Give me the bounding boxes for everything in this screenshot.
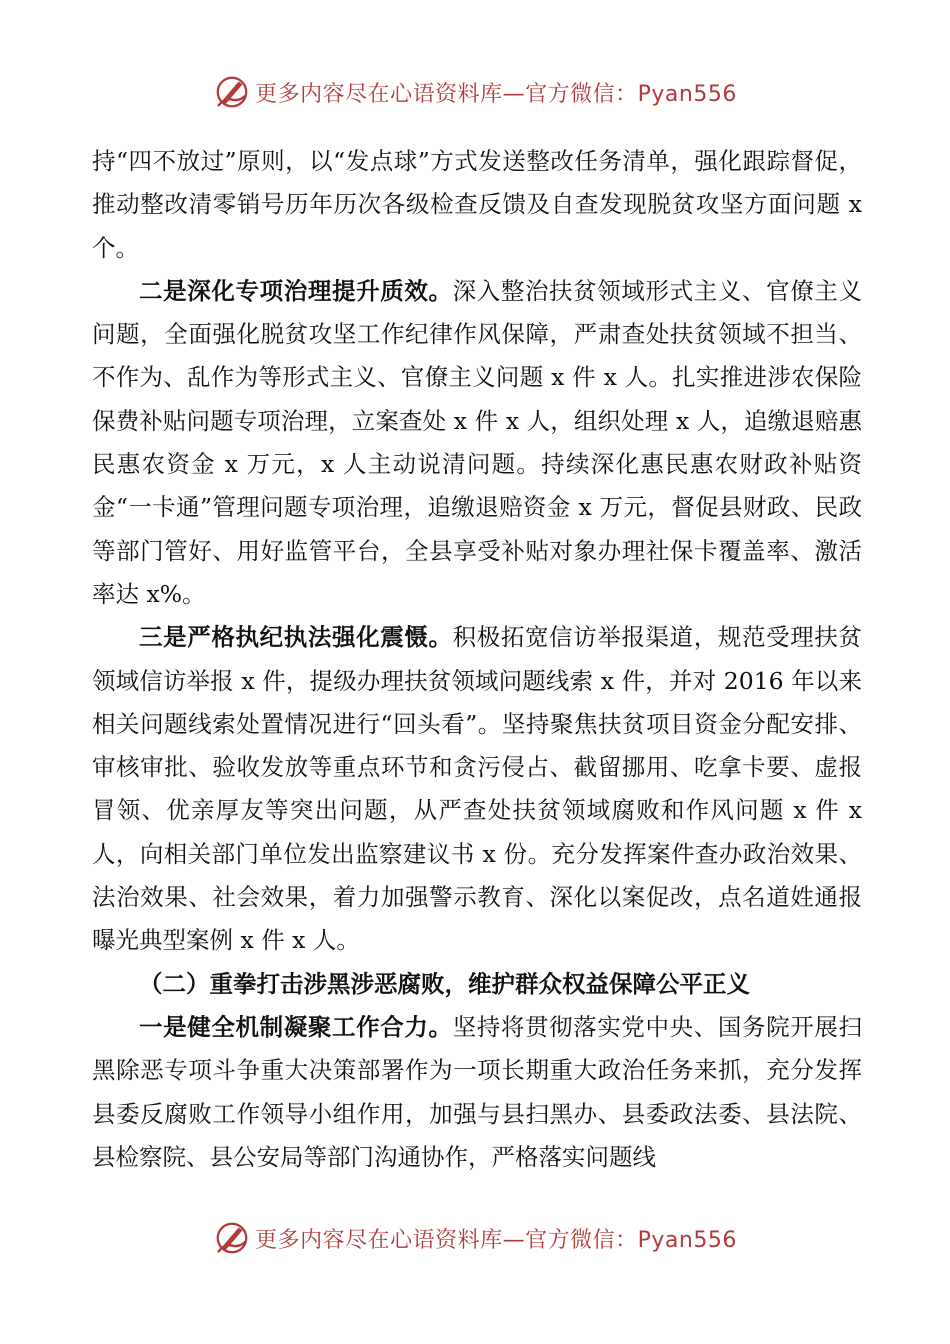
paragraph-continued <box>92 140 862 270</box>
paragraph-lead: 一是健全机制凝聚工作合力。 <box>139 1012 453 1041</box>
paragraph-text: 持“四不放过”原则，以“发点球”方式发送整改任务清单，强化跟踪督促，推动整改清零销号历年历次各级检查反馈及自查发现脱贫攻坚方面问题 x 个。 <box>92 147 862 262</box>
paragraph-item-2 <box>92 270 862 616</box>
section-heading: （二）重拳打击涉黑涉恶腐败，维护群众权益保障公平正义 <box>139 969 750 998</box>
footer-banner <box>0 1216 950 1260</box>
pen-logo-icon <box>213 1219 251 1257</box>
document-body <box>92 140 862 1179</box>
banner-text: 更多内容尽在心语资料库—官方微信：Pyan556 <box>255 1227 737 1253</box>
header-banner <box>0 70 950 114</box>
pen-logo-icon <box>213 73 251 111</box>
paragraph-item-1 <box>92 1006 862 1179</box>
paragraph-text: 积极拓宽信访举报渠道，规范受理扶贫领域信访举报 x 件，提级办理扶贫领域问题线索 x 件，并对 2016 年以来相关问题线索处置情况进行“回头看”。坚持聚焦扶贫项目资金分配安排、审核审批、验收发放等重点环节和贪污侵占、截留挪用、吃拿卡要、虚报冒领、优亲厚友等突出问题，从严查处扶贫领域腐败和作风问题 x 件 x 人，向相关部门单位发出监察建议书 x 份。充分发挥案件查办政治效果、法治效果、社会效果，着力加强警示教育、深化以案促改，点名道姓通报曝光典型案例 x 件 x 人。 <box>92 623 863 955</box>
paragraph-text: 深入整治扶贫领域形式主义、官僚主义问题，全面强化脱贫攻坚工作纪律作风保障，严肃查处扶贫领域不担当、不作为、乱作为等形式主义、官僚主义问题 x 件 x 人。扎实推进涉农保险保费补贴问题专项治理，立案查处 x 件 x 人，组织处理 x 人，追缴退赔惠民惠农资金 x 万元，x 人主动说清问题。持续深化惠民惠农财政补贴资金“一卡通”管理问题专项治理，追缴退赔资金 x 万元，督促县财政、民政等部门管好、用好监管平台，全县享受补贴对象办理社保卡覆盖率、激活率达 x%。 <box>92 276 863 608</box>
paragraph-lead: 二是深化专项治理提升质效。 <box>139 276 453 305</box>
paragraph-lead: 三是严格执纪执法强化震慑。 <box>139 623 453 652</box>
paragraph-item-3 <box>92 616 862 962</box>
paragraph-text: 坚持将贯彻落实党中央、国务院开展扫黑除恶专项斗争重大决策部署作为一项长期重大政治任务来抓，充分发挥县委反腐败工作领导小组作用，加强与县扫黑办、县委政法委、县法院、县检察院、县公安局等部门沟通协作，严格落实问题线 <box>92 1012 863 1171</box>
banner-text: 更多内容尽在心语资料库—官方微信：Pyan556 <box>255 81 737 107</box>
